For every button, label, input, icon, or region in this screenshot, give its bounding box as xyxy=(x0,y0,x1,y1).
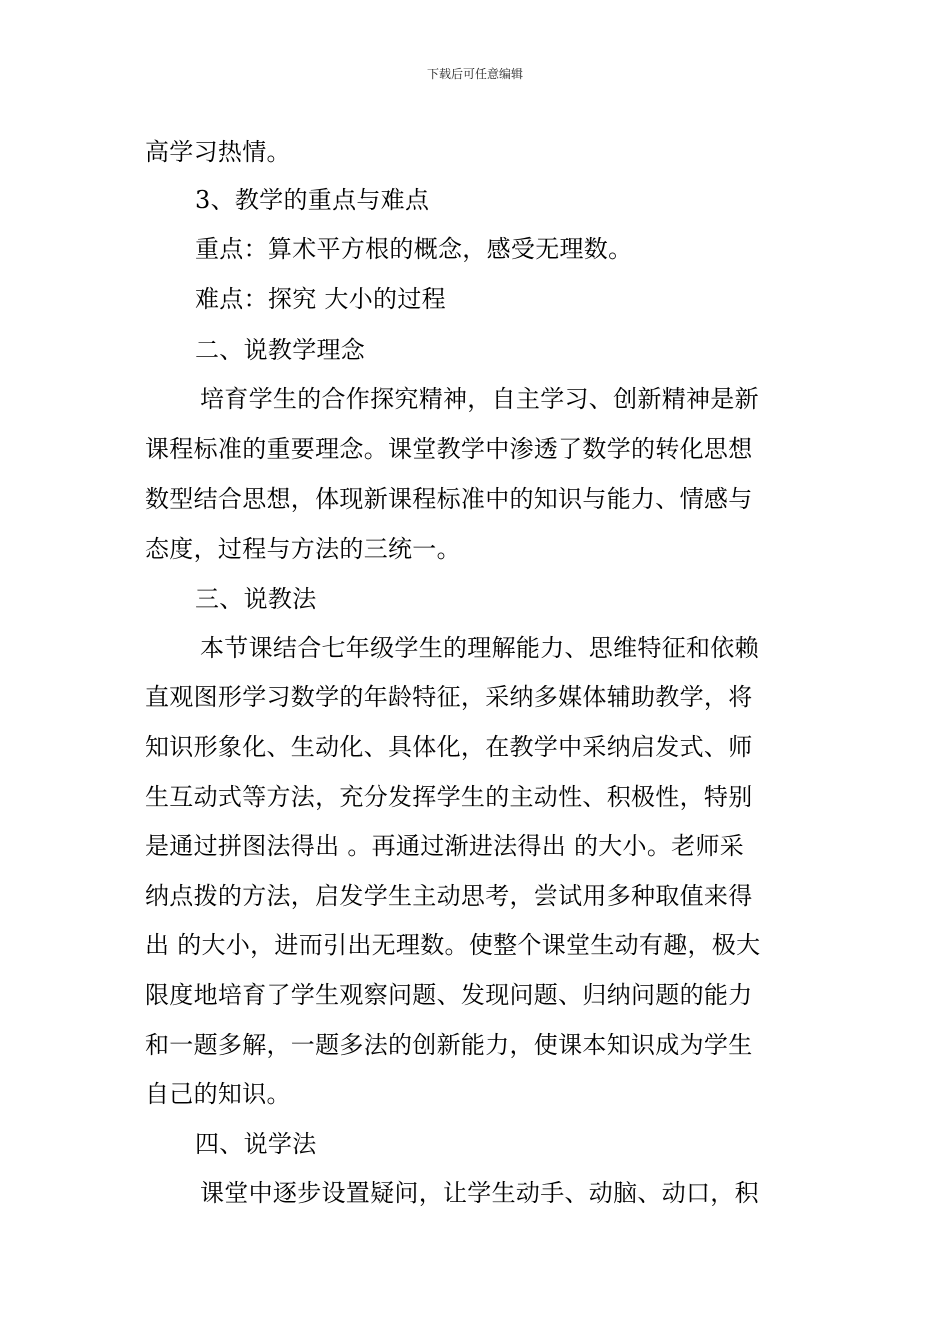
section-heading: 三、说教法 xyxy=(195,585,317,613)
text-line: 和一题多解，一题多法的创新能力，使课本知识成为学生 xyxy=(145,1031,753,1059)
text-line: 生互动式等方法，充分发挥学生的主动性、积极性，特别 xyxy=(145,783,753,811)
text-line: 限度地培育了学生观察问题、发现问题、归纳问题的能力 xyxy=(145,981,753,1009)
section-heading: 3、教学的重点与难点 xyxy=(195,186,430,214)
section-heading: 四、说学法 xyxy=(195,1130,317,1158)
page-header: 下载后可任意编辑 xyxy=(426,67,523,81)
text-line: 纳点拨的方法，启发学生主动思考，尝试用多种取值来得 xyxy=(145,882,753,910)
text-line: 数型结合思想，体现新课程标准中的知识与能力、情感与 xyxy=(145,485,753,513)
text-line: 培育学生的合作探究精神，自主学习、创新精神是新 xyxy=(200,385,759,413)
section-heading: 二、说教学理念 xyxy=(195,336,366,364)
text-line: 态度，过程与方法的三统一。 xyxy=(145,535,461,563)
text-line: 出 的大小，进而引出无理数。使整个课堂生动有趣，极大 xyxy=(145,931,761,959)
text-line: 课堂中逐步设置疑问，让学生动手、动脑、动口，积 xyxy=(200,1179,759,1207)
text-line: 课程标准的重要理念。课堂教学中渗透了数学的转化思想 xyxy=(145,435,753,463)
text-line: 本节课结合七年级学生的理解能力、思维特征和依赖 xyxy=(200,634,759,662)
text-line: 直观图形学习数学的年龄特征，采纳多媒体辅助教学，将 xyxy=(145,683,753,711)
text-line: 知识形象化、生动化、具体化，在教学中采纳启发式、师 xyxy=(145,733,753,761)
text-line: 高学习热情。 xyxy=(145,138,291,166)
text-line: 是通过拼图法得出 。再通过渐进法得出 的大小。老师采 xyxy=(145,832,745,860)
text-line: 自己的知识。 xyxy=(145,1080,291,1108)
text-line: 难点：探究 大小的过程 xyxy=(195,285,446,313)
text-line: 重点：算术平方根的概念，感受无理数。 xyxy=(195,235,633,263)
